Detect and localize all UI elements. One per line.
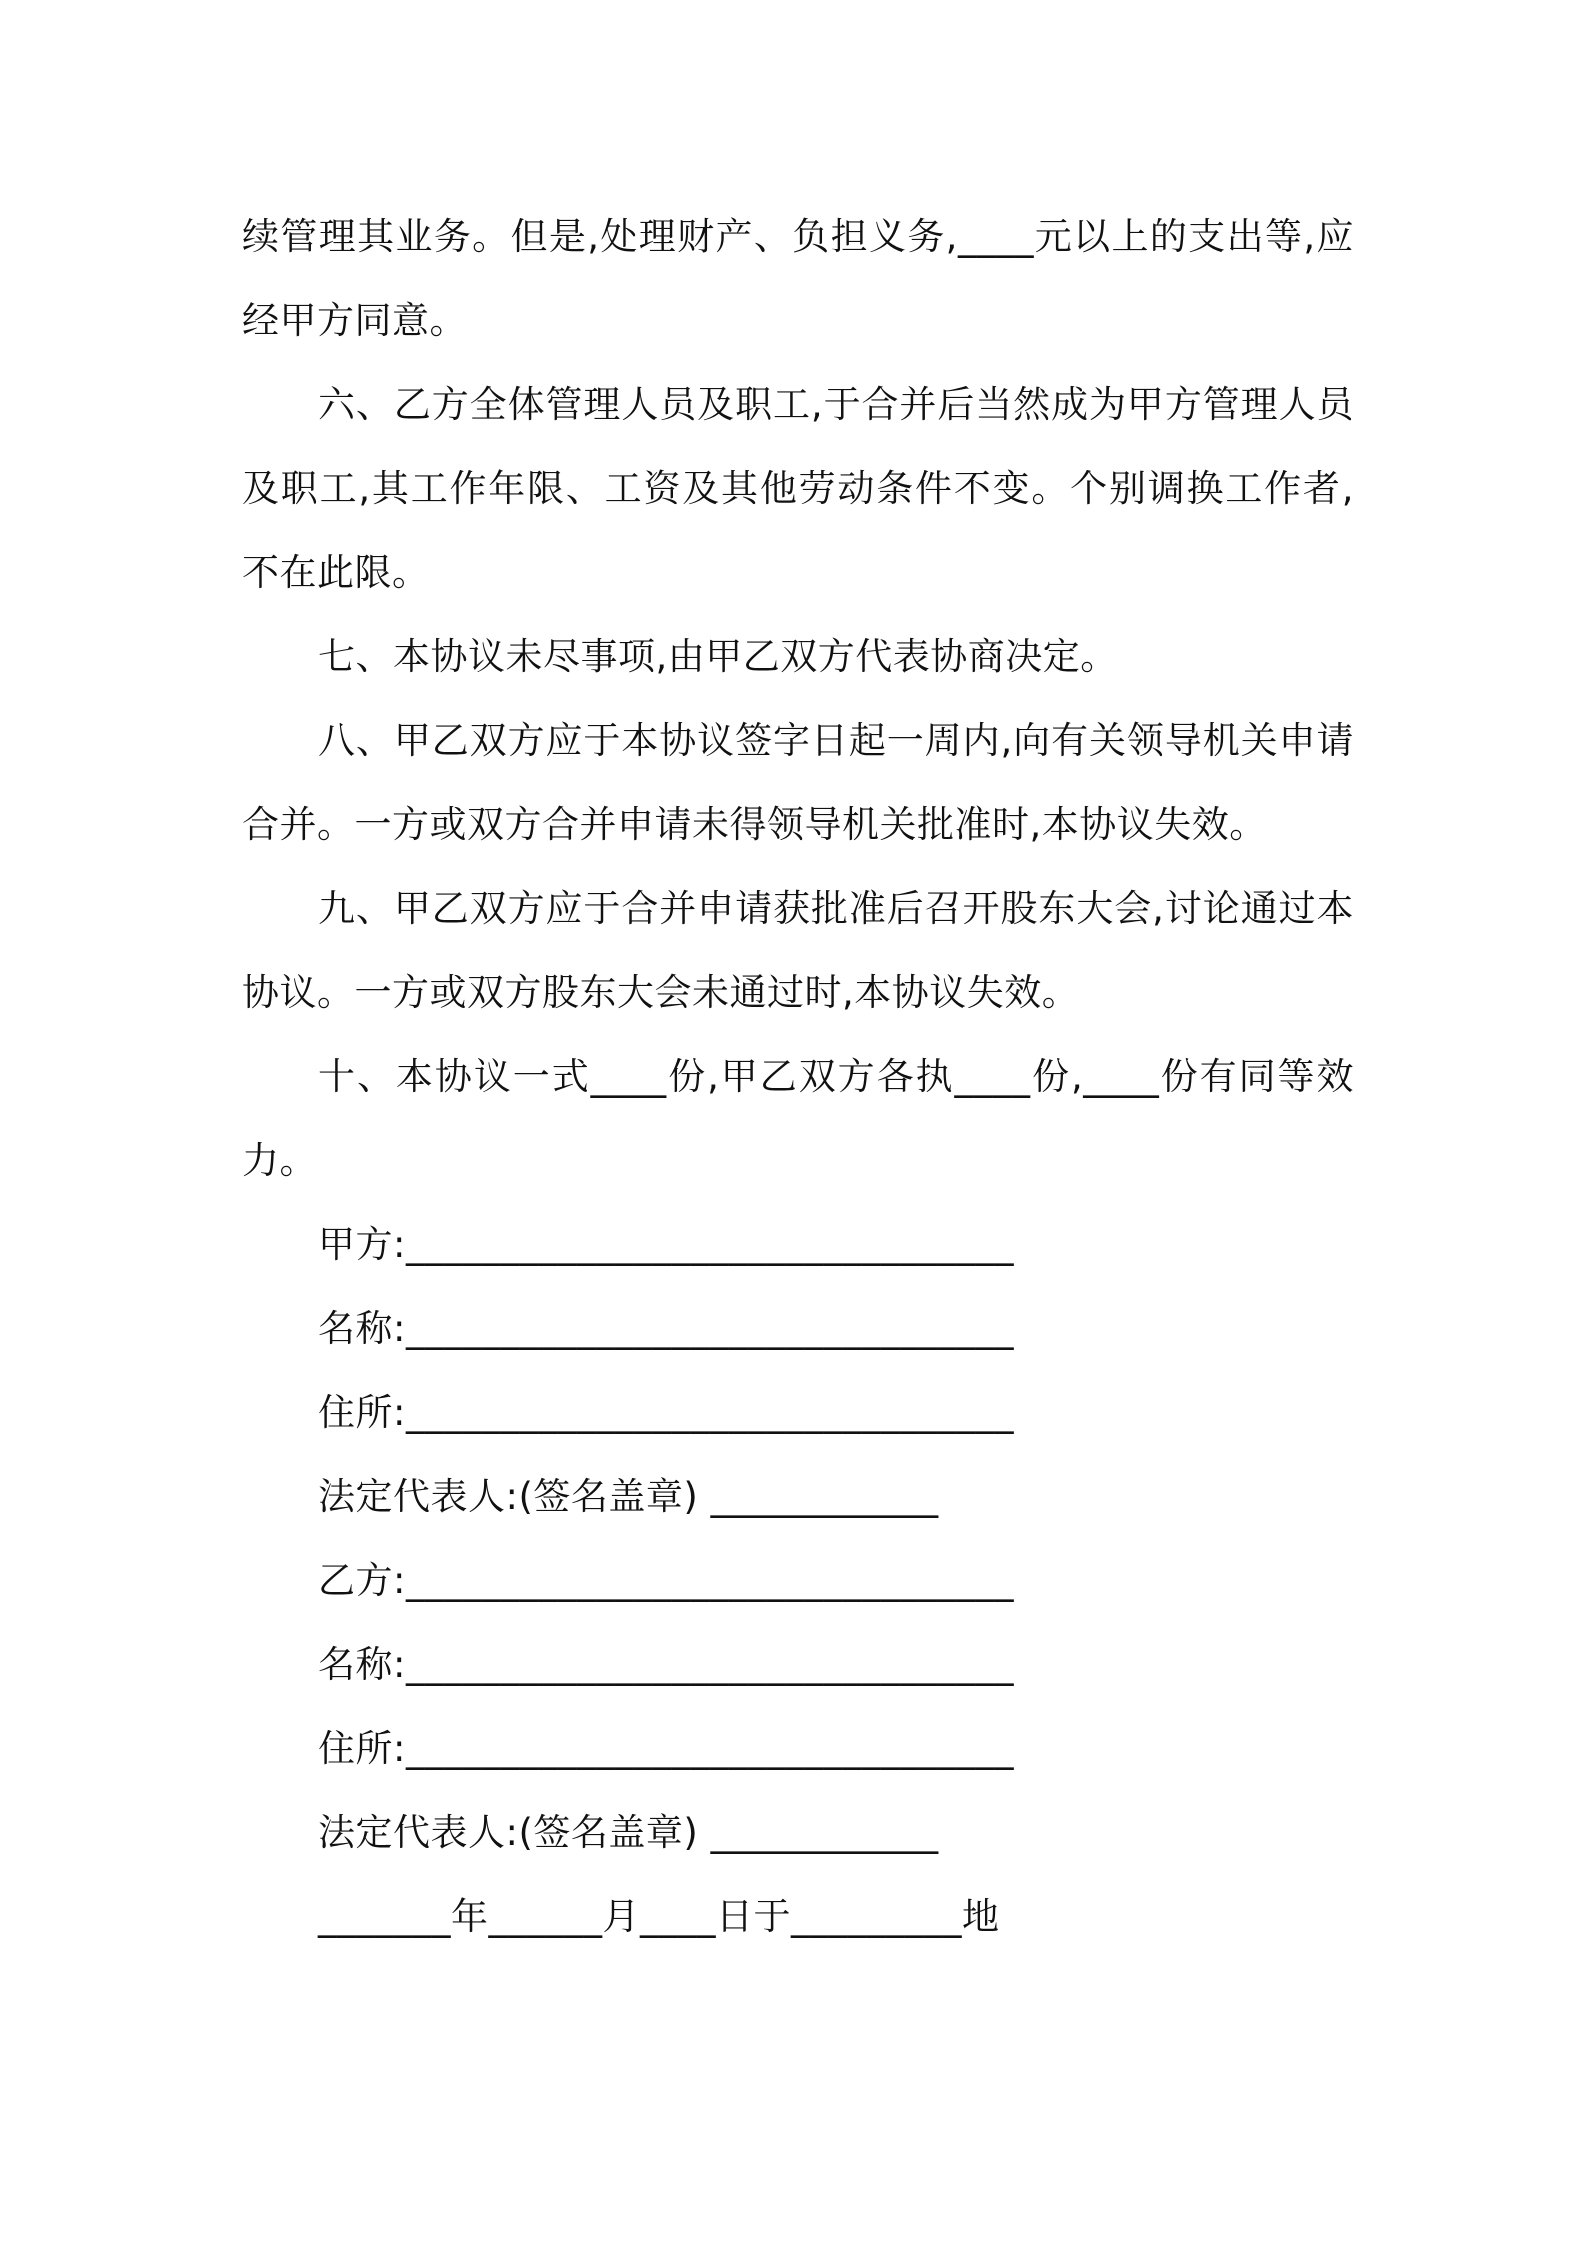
document-body [242,195,1354,1959]
party-b-name-line: 名称:________________________________ [318,1643,1014,1686]
party-a-representative-line: 法定代表人:(签名盖章) ____________ [318,1475,939,1518]
clause-6: 六、乙方全体管理人员及职工,于合并后当然成为甲方管理人员及职工,其工作年限、工资及其他劳动条件不变。个别调换工作者,不在此限。 [242,383,1354,594]
party-b-representative-line: 法定代表人:(签名盖章) ____________ [318,1811,939,1854]
party-b-line: 乙方:________________________________ [318,1559,1014,1602]
party-b-signature-block [242,1539,1354,1875]
party-a-signature-block [242,1203,1354,1539]
party-a-address-line: 住所:________________________________ [318,1391,1014,1434]
party-b-address-line: 住所:________________________________ [318,1727,1014,1770]
clause-10: 十、本协议一式____份,甲乙双方各执____份,____份有同等效力。 [242,1055,1354,1182]
clause-8: 八、甲乙双方应于本协议签字日起一周内,向有关领导机关申请合并。一方或双方合并申请未得领导机关批准时,本协议失效。 [242,719,1354,846]
signing-date-place-line: _______年______月____日于_________地 [318,1895,1000,1938]
clause-9: 九、甲乙双方应于合并申请获批准后召开股东大会,讨论通过本协议。一方或双方股东大会未通过时,本协议失效。 [242,887,1354,1014]
clause-7: 七、本协议未尽事项,由甲乙双方代表协商决定。 [318,635,1118,678]
party-a-line: 甲方:________________________________ [318,1223,1014,1266]
paragraph-continuation: 续管理其业务。但是,处理财产、负担义务,____元以上的支出等,应经甲方同意。 [242,215,1354,342]
party-a-name-line: 名称:________________________________ [318,1307,1014,1350]
